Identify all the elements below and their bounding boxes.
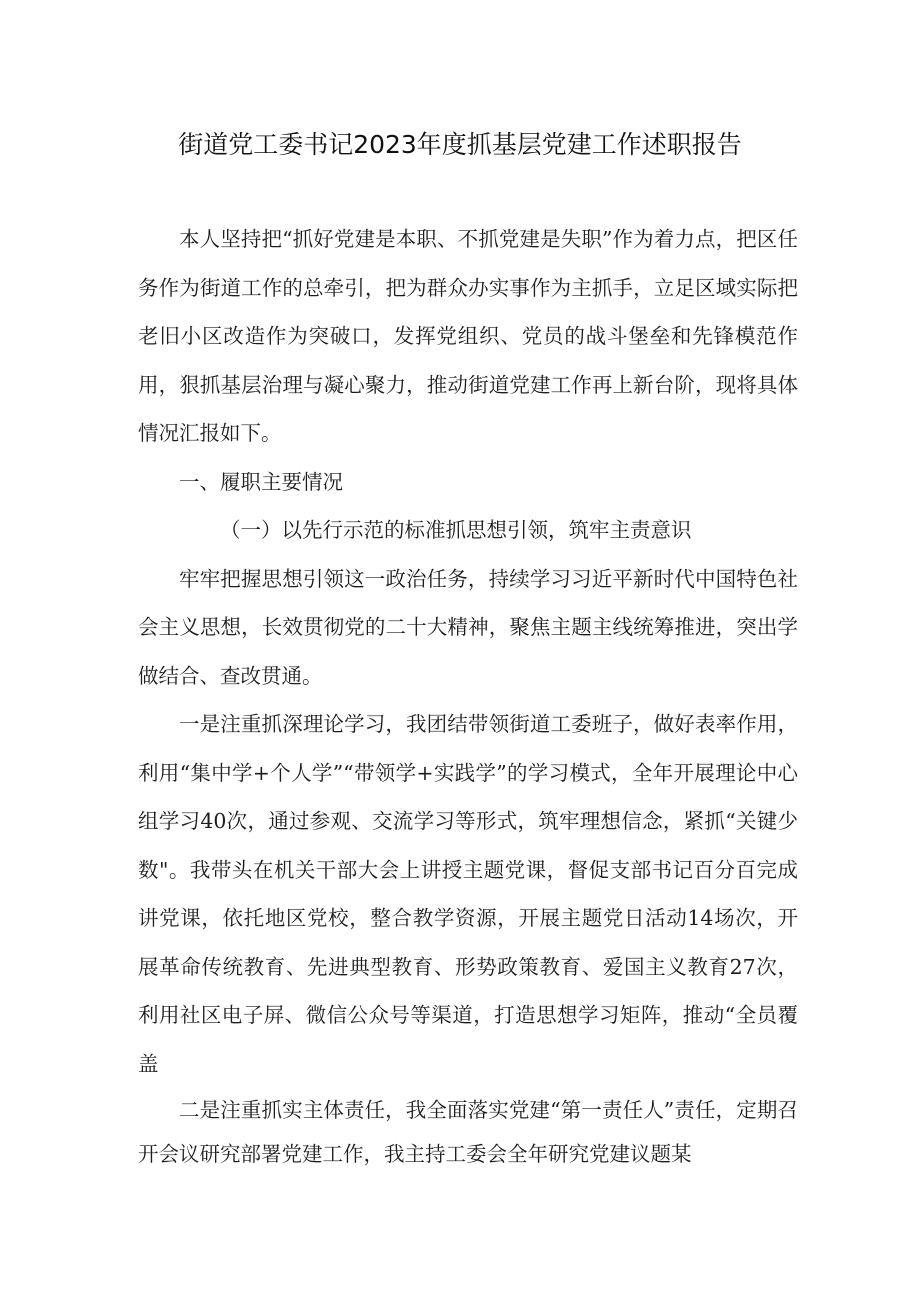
paragraph-theory-study: 一是注重抓深理论学习，我团结带领街道工委班子，做好表率作用，利用“集中学+个人学”“带领学+实践学”的学习模式，全年开展理论中心组学习40次，通过参观、交流学习等形式，筑牢理想信念，紧抓“关键少数"。我带头在机关干部大会上讲授主题党课，督促支部书记百分百完成讲党课，依托地区党校，整合教学资源，开展主题党日活动14场次，开展革命传统教育、先进典型教育、形势政策教育、爱国主义教育27次，利用社区电子屏、微信公众号等渠道，打造思想学习矩阵，推动“全员覆盖 bbox=[138, 712, 798, 1076]
document-title: 街道党工委书记2023年度抓基层党建工作述职报告 bbox=[178, 130, 742, 159]
paragraph-thought-guidance: 牢牢把握思想引领这一政治任务，持续学习习近平新时代中国特色社会主义思想，长效贯彻党的二十大精神，聚焦主题主线统筹推进，突出学做结合、查改贯通。 bbox=[138, 566, 798, 688]
paragraph-main-responsibility: 二是注重抓实主体责任，我全面落实党建“第一责任人”责任，定期召开会议研究部署党建工作，我主持工委会全年研究党建议题某 bbox=[138, 1098, 798, 1166]
intro-paragraph: 本人坚持把“抓好党建是本职、不抓党建是失职”作为着力点，把区任务作为街道工作的总牵引，把为群众办实事作为主抓手，立足区域实际把老旧小区改造作为突破口，发挥党组织、党员的战斗堡垒和先锋模范作用，狠抓基层治理与凝心聚力，推动街道党建工作再上新台阶，现将具体情况汇报如下。 bbox=[138, 227, 798, 445]
section-heading: 一、履职主要情况 bbox=[179, 469, 343, 494]
document-body bbox=[138, 215, 798, 1176]
subsection-heading: （一）以先行示范的标准抓思想引领，筑牢主责意识 bbox=[220, 518, 692, 542]
